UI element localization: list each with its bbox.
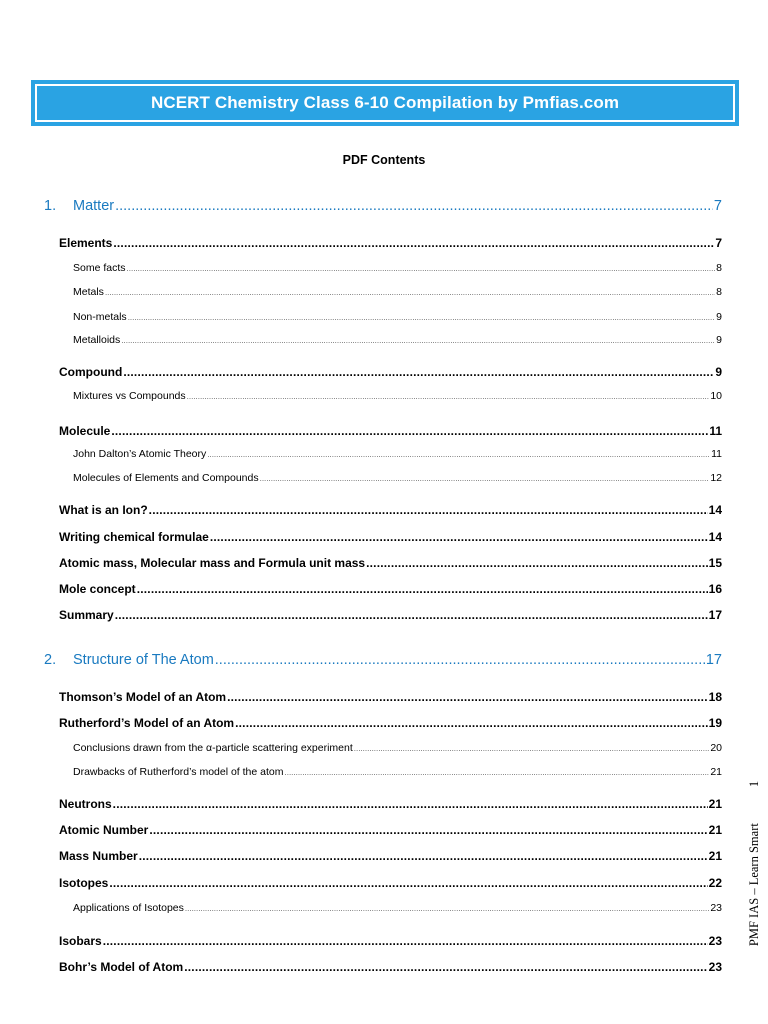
toc-section-entry[interactable] <box>59 556 722 570</box>
toc-entry-title: Bohr’s Model of Atom <box>59 960 184 974</box>
toc-chapter-title: Structure of The Atom <box>73 652 214 668</box>
toc-section-entry[interactable] <box>59 365 722 379</box>
toc-dot-leader <box>127 264 716 273</box>
toc-page-number: 11 <box>709 424 722 438</box>
toc-dot-leader <box>115 198 713 214</box>
toc-entry-title: Molecules of Elements and Compounds <box>73 472 259 484</box>
toc-chapter-number: 2. <box>44 652 57 668</box>
toc-dot-leader <box>184 960 707 974</box>
toc-entry-title <box>44 198 114 214</box>
toc-dot-leader <box>260 474 710 483</box>
toc-section-entry[interactable] <box>59 690 722 704</box>
toc-section-entry[interactable] <box>59 582 722 596</box>
toc-section-entry[interactable] <box>59 503 722 517</box>
toc-chapter-number: 1. <box>44 198 57 214</box>
toc-page-number: 7 <box>715 236 722 250</box>
toc-chapter-entry[interactable] <box>44 652 722 668</box>
toc-section-entry[interactable] <box>59 849 722 863</box>
toc-subsection-entry[interactable] <box>73 311 722 323</box>
toc-section-entry[interactable] <box>59 530 722 544</box>
toc-page-number: 22 <box>708 876 722 890</box>
footer-page-number: 1 <box>747 780 762 787</box>
toc-entry-title: Metals <box>73 286 104 298</box>
toc-entry-title: Drawbacks of Rutherford’s model of the atom <box>73 766 284 778</box>
toc-dot-leader <box>123 365 714 379</box>
title-banner-frame <box>35 84 735 122</box>
toc-entry-title: Neutrons <box>59 797 112 811</box>
toc-entry-title: Applications of Isotopes <box>73 902 184 914</box>
title-banner <box>31 80 739 126</box>
toc-section-entry[interactable] <box>59 934 722 948</box>
toc-section-entry[interactable] <box>59 608 722 622</box>
toc-dot-leader <box>215 652 705 668</box>
toc-page-number: 23 <box>708 960 722 974</box>
toc-subsection-entry[interactable] <box>73 766 722 778</box>
toc-page-number: 21 <box>708 823 722 837</box>
footer-brand: PMF IAS – Learn Smart <box>747 822 762 946</box>
document-title: NCERT Chemistry Class 6-10 Compilation by Pmfias.com <box>150 93 620 112</box>
toc-dot-leader <box>354 744 710 753</box>
toc-page-number: 9 <box>715 365 722 379</box>
toc-page-number: 23 <box>710 902 722 914</box>
toc-entry-title: Non-metals <box>73 311 127 323</box>
toc-dot-leader <box>185 904 709 913</box>
toc-dot-leader <box>113 797 708 811</box>
toc-page-number: 17 <box>705 652 722 668</box>
toc-entry-title: Molecule <box>59 424 111 438</box>
toc-page-number: 17 <box>708 608 722 622</box>
toc-dot-leader <box>121 336 715 345</box>
toc-entry-title: Mole concept <box>59 582 136 596</box>
toc-dot-leader <box>111 424 708 438</box>
toc-dot-leader <box>139 849 708 863</box>
toc-page-number: 11 <box>711 448 722 460</box>
toc-section-entry[interactable] <box>59 876 722 890</box>
toc-subsection-entry[interactable] <box>73 334 722 346</box>
toc-entry-title: Thomson’s Model of an Atom <box>59 690 227 704</box>
toc-page-number: 21 <box>708 797 722 811</box>
toc-dot-leader <box>115 608 708 622</box>
toc-dot-leader <box>109 876 707 890</box>
toc-entry-title: Metalloids <box>73 334 121 346</box>
toc-dot-leader <box>235 716 708 730</box>
toc-subsection-entry[interactable] <box>73 448 722 460</box>
toc-entry-title: Mixtures vs Compounds <box>73 390 186 402</box>
toc-subsection-entry[interactable] <box>73 472 722 484</box>
toc-entry-title: Atomic mass, Molecular mass and Formula unit mass <box>59 556 366 570</box>
toc-dot-leader <box>187 392 710 401</box>
toc-page-number: 8 <box>716 262 722 274</box>
toc-page-number: 7 <box>713 198 722 214</box>
toc-page-number: 20 <box>710 742 722 754</box>
toc-dot-leader <box>137 582 708 596</box>
toc-page-number: 9 <box>716 334 722 346</box>
toc-section-entry[interactable] <box>59 797 722 811</box>
toc-page-number: 23 <box>708 934 722 948</box>
toc-entry-title <box>44 652 214 668</box>
toc-dot-leader <box>149 823 707 837</box>
toc-subsection-entry[interactable] <box>73 390 722 402</box>
toc-chapter-title: Matter <box>73 198 115 214</box>
toc-section-entry[interactable] <box>59 424 722 438</box>
toc-page-number: 16 <box>708 582 722 596</box>
toc-entry-title: Atomic Number <box>59 823 149 837</box>
toc-page-number: 19 <box>708 716 722 730</box>
contents-heading: PDF Contents <box>342 153 426 167</box>
toc-page-number: 18 <box>708 690 722 704</box>
toc-entry-title: Elements <box>59 236 113 250</box>
toc-page-number: 14 <box>708 530 722 544</box>
toc-dot-leader <box>128 313 715 322</box>
toc-subsection-entry[interactable] <box>73 742 722 754</box>
toc-entry-title: Rutherford’s Model of an Atom <box>59 716 235 730</box>
toc-entry-title: Isotopes <box>59 876 109 890</box>
toc-entry-title: Summary <box>59 608 114 622</box>
toc-section-entry[interactable] <box>59 960 722 974</box>
toc-dot-leader <box>366 556 708 570</box>
toc-entry-title: Some facts <box>73 262 126 274</box>
toc-page-number: 12 <box>710 472 722 484</box>
toc-page-number: 14 <box>708 503 722 517</box>
toc-entry-title: Compound <box>59 365 123 379</box>
toc-entry-title: Mass Number <box>59 849 138 863</box>
toc-section-entry[interactable] <box>59 236 722 250</box>
toc-chapter-entry[interactable] <box>44 198 722 214</box>
toc-subsection-entry[interactable] <box>73 286 722 298</box>
toc-subsection-entry[interactable] <box>73 262 722 274</box>
toc-page-number: 9 <box>716 311 722 323</box>
toc-page-number: 21 <box>710 766 722 778</box>
toc-entry-title: Conclusions drawn from the α-particle scattering experiment <box>73 742 353 754</box>
toc-section-entry[interactable] <box>59 823 722 837</box>
toc-page-number: 15 <box>708 556 722 570</box>
toc-entry-title: John Dalton’s Atomic Theory <box>73 448 207 460</box>
toc-page-number: 10 <box>710 390 722 402</box>
toc-entry-title: Isobars <box>59 934 102 948</box>
toc-dot-leader <box>207 450 710 459</box>
toc-entry-title: Writing chemical formulae <box>59 530 209 544</box>
toc-page-number: 21 <box>708 849 722 863</box>
side-footer <box>746 766 764 960</box>
toc-entry-title: What is an Ion? <box>59 503 148 517</box>
toc-subsection-entry[interactable] <box>73 902 722 914</box>
toc-page-number: 8 <box>716 286 722 298</box>
toc-dot-leader <box>210 530 708 544</box>
toc-dot-leader <box>105 288 715 297</box>
toc-dot-leader <box>149 503 708 517</box>
toc-dot-leader <box>285 768 710 777</box>
toc-dot-leader <box>227 690 708 704</box>
toc-section-entry[interactable] <box>59 716 722 730</box>
toc-dot-leader <box>103 934 708 948</box>
toc-dot-leader <box>113 236 714 250</box>
